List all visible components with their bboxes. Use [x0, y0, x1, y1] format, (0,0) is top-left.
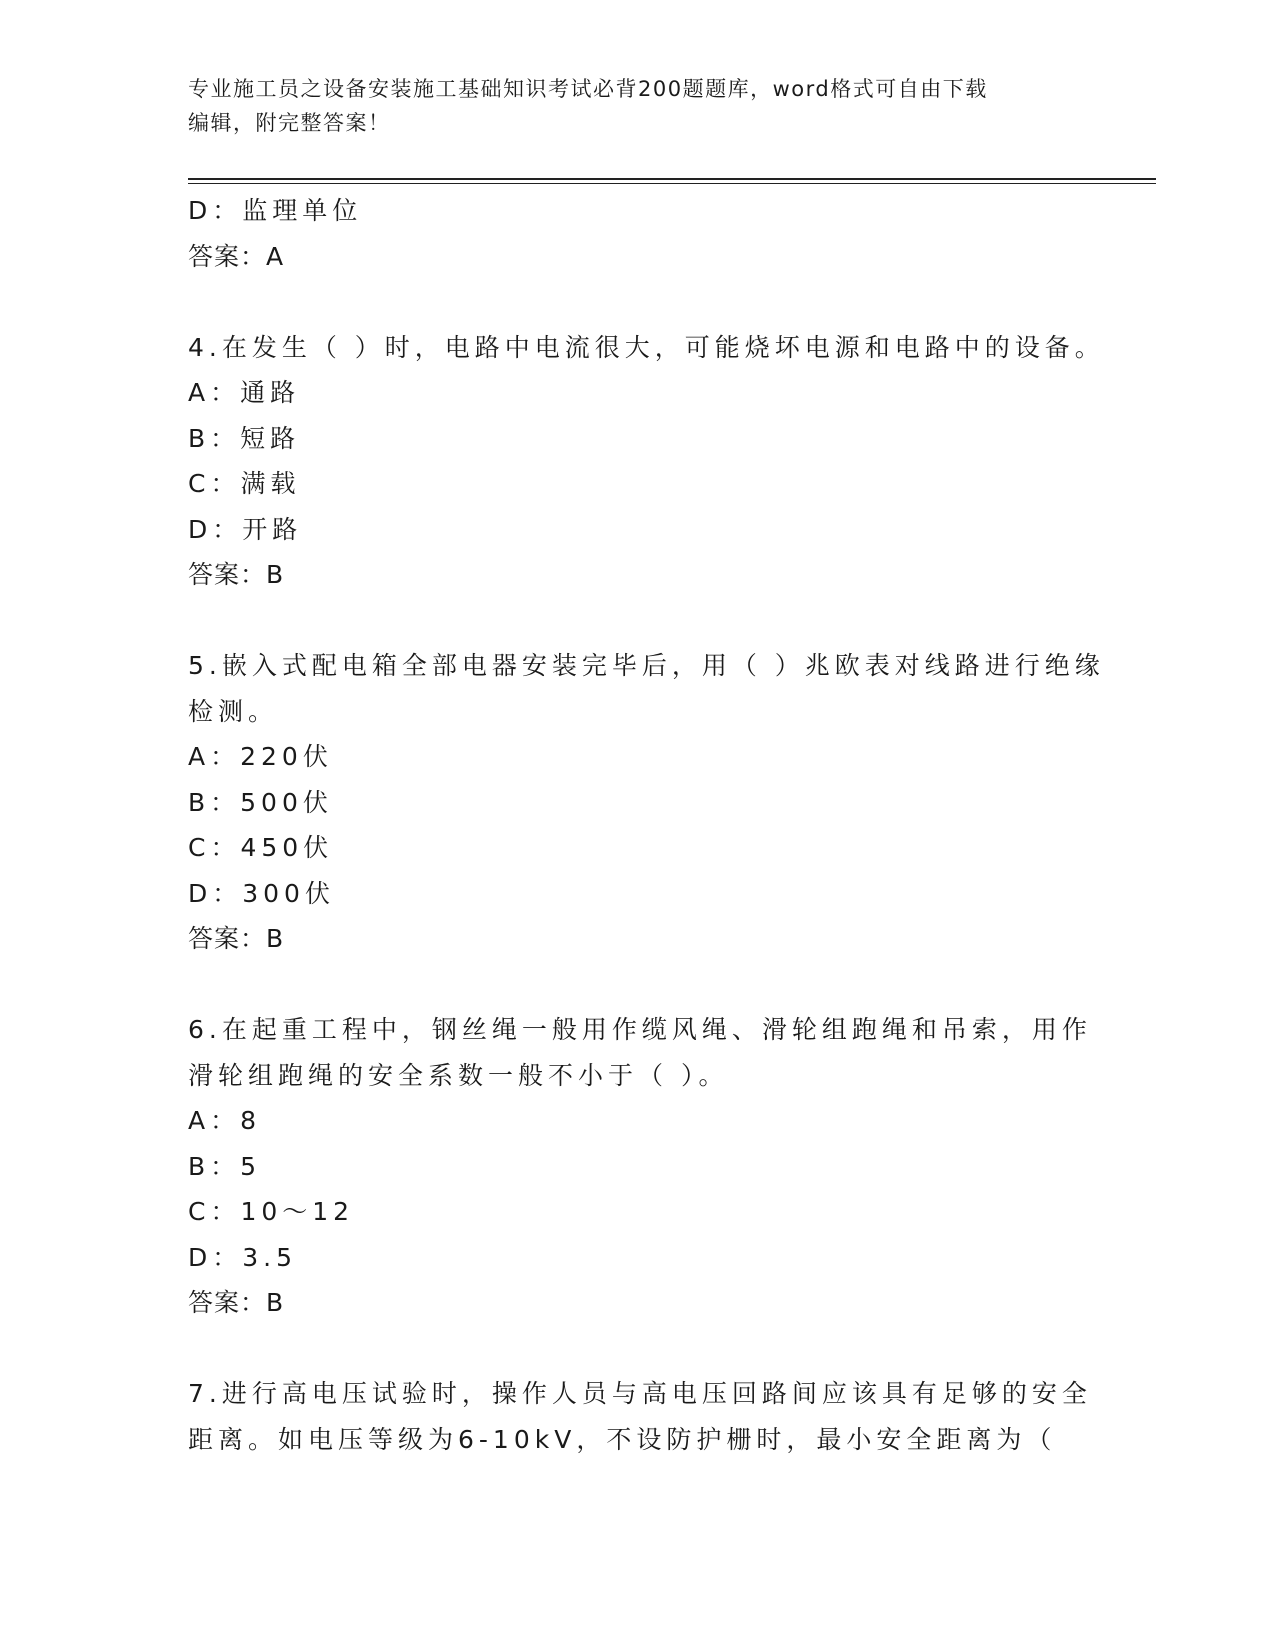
- spacer: [188, 962, 1088, 1008]
- header-divider-thick: [188, 178, 1156, 180]
- option-d: D：3.5: [188, 1242, 298, 1272]
- question-text: 7.进行高电压试验时，操作人员与高电压回路间应该具有足够的安全: [188, 1379, 1092, 1408]
- spacer: [188, 598, 1088, 644]
- header-line-1: 专业施工员之设备安装施工基础知识考试必背200题题库，word格式可自由下载: [188, 77, 988, 101]
- page-content: [188, 188, 1105, 1462]
- question-block: [188, 643, 1105, 962]
- option-b: B：短路: [188, 423, 301, 453]
- option-a: A：通路: [188, 378, 301, 407]
- question-block: [188, 1007, 1092, 1326]
- option-d: D：开路: [188, 514, 303, 544]
- question-block: [188, 325, 1105, 598]
- option-c: C：450伏: [188, 833, 334, 862]
- question-text-cont: 检测。: [188, 696, 279, 726]
- answer: 答案：B: [188, 560, 285, 589]
- question-text: 5.嵌入式配电箱全部电器安装完毕后，用（ ）兆欧表对线路进行绝缘: [188, 651, 1105, 680]
- question-text-cont: 距离。如电压等级为6-10kV，不设防护栅时，最小安全距离为（: [188, 1424, 1057, 1454]
- answer: 答案：B: [188, 1288, 285, 1317]
- spacer: [188, 1326, 1088, 1372]
- option-b: B：5: [188, 1151, 262, 1181]
- question-text: 4.在发生（ ）时，电路中电流很大，可能烧坏电源和电路中的设备。: [188, 332, 1105, 362]
- option-d: D：监理单位: [188, 196, 363, 225]
- option-b: B：500伏: [188, 787, 333, 817]
- question-text-cont: 滑轮组跑绳的安全系数一般不小于（ ）。: [188, 1060, 729, 1090]
- option-d: D：300伏: [188, 878, 335, 908]
- option-c: C：满载: [188, 469, 301, 498]
- option-a: A：220伏: [188, 742, 333, 771]
- question-text: 6.在起重工程中，钢丝绳一般用作缆风绳、滑轮组跑绳和吊索，用作: [188, 1015, 1092, 1044]
- answer: 答案：B: [188, 924, 285, 953]
- header-divider-thin: [188, 183, 1156, 184]
- header-line-2: 编辑，附完整答案！: [188, 111, 391, 135]
- option-a: A：8: [188, 1106, 262, 1135]
- document-header: [188, 72, 1068, 140]
- option-c: C：10～12: [188, 1197, 355, 1226]
- question-block: [188, 1371, 1092, 1462]
- spacer: [188, 279, 1088, 325]
- answer: 答案：A: [188, 241, 285, 271]
